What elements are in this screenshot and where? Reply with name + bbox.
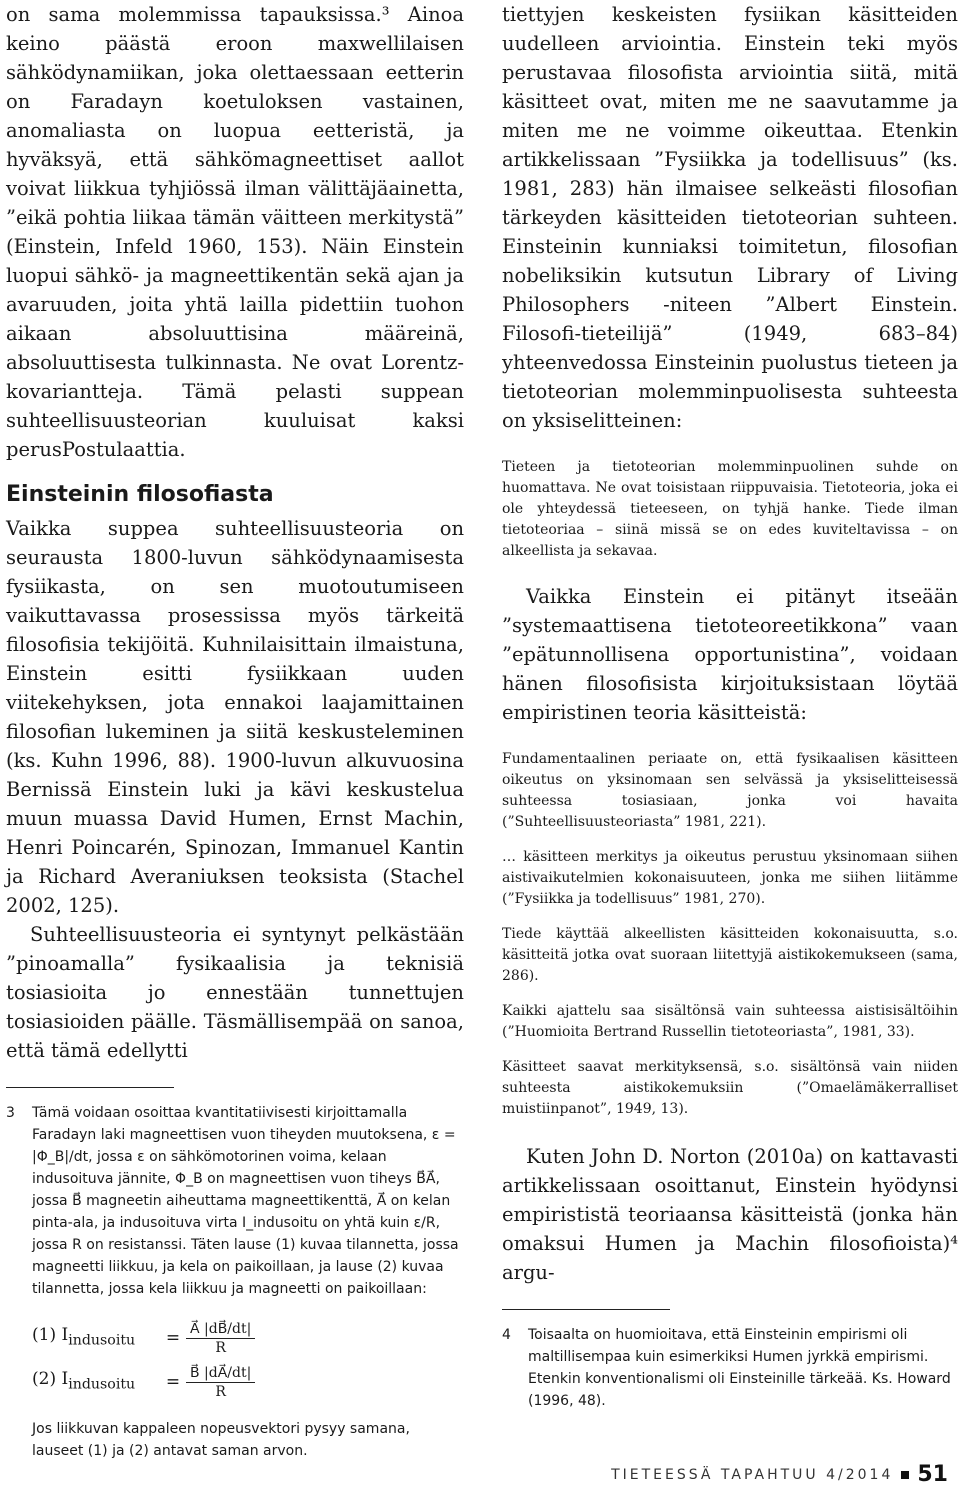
footnote-rule <box>6 1087 174 1088</box>
quote-4: Tiede käyttää alkeellisten käsitteiden kokonaisuutta, s.o. käsitteitä jotka ovat suoraan liitettyjä aistikokemukseen (sama, 286). <box>502 926 958 984</box>
right-paragraph-3: Kuten John D. Norton (2010a) on kattavasti artikkelissaan osoittanut, Einstein hyödynsi empirististä teoriaansa käsitteistä (jonka hän omaksui Humen ja Machin filosofioista)⁴ argu- <box>502 1145 958 1284</box>
section-heading: Einsteinin filosofiasta <box>6 482 274 507</box>
footnote-3-after: Jos liikkuvan kappaleen nopeusvektori pysyy samana, lauseet (1) ja (2) antavat saman arvon. <box>32 1421 410 1459</box>
page-number: 51 <box>917 1462 948 1487</box>
formula-1 <box>32 1316 464 1360</box>
formula-1-denominator: R <box>215 1339 226 1356</box>
quote-6: Käsitteet saavat merkityksensä, s.o. sisältönsä vain niiden suhteesta aistikokemuksiin (”Omaelämäkerralliset muistiinpanot”, 1949, 13). <box>502 1059 958 1117</box>
journal-name: TIETEESSÄ TAPAHTUU 4/2014 <box>611 1466 894 1483</box>
left-paragraph-2: Vaikka suppea suhteellisuusteoria on seurausta 1800-luvun sähködynaamisesta fysiikasta, on sen muotoutumiseen vaikuttavassa prosessissa myös tärkeitä filosofisia tekijöitä. Kuhnilaisittain ilmaistuna, Einstein esitti fysiikkaan uuden viitekehyksen, jota ennakoi laajamittainen filosofian lukeminen ja siitä keskusteleminen (ks. Kuhn 1996, 88). 1900-luvun alkuvuosina Bernissä Einstein luki ja kävi keskustelua muun muassa David Humen, Ernst Machin, Henri Poincarén, Spinozan, Immanuel Kantin ja Richard Averaniuksen teoksista (Stachel 2002, 125). <box>6 517 464 917</box>
left-paragraph-1: on sama molemmissa tapauksissa.³ Ainoa keino päästä eroon maxwellilaisen sähködynamiikan, joka olettaessaan eetterin on Faradayn koetuloksen vastainen, anomaliasta on luopua eetteristä, ja hyväksyä, että sähkömagneettiset aallot voivat liikkua tyhjiössä ilman välittäjäainetta, ”eikä pohtia liikaa tämän väitteen merkitystä” (Einstein, Infeld 1960, 153). Näin Einstein luopui sähkö- ja magneettikentän sekä ajan ja avaruuden, joita yhtä lailla pidettiin tuohon aikaan absoluuttisina määreinä, absoluuttisesta tulkinnasta. Ne ovat Lorentz-kovariantteja. Tämä pelasti suppean suhteellisuusteorian kuuluisat kaksi perusPostulaattia. <box>6 3 464 461</box>
formula-2-sub: indusoitu <box>68 1376 136 1393</box>
footnote-3 <box>6 1102 464 1462</box>
formula-2 <box>32 1360 464 1404</box>
formula-1-sub: indusoitu <box>68 1332 136 1349</box>
left-paragraph-3: Suhteellisuusteoria ei syntynyt pelkästään ”pinoamalla” fysikaalisia ja teknisiä tosiasioita jo ennestään tunnettujen tosiasioiden päälle. Täsmällisempää on sanoa, että tämä edellytti <box>6 923 464 1062</box>
footnote-number-4: 4 <box>502 1327 511 1343</box>
formula-1-numerator: A⃗ |dB⃗/dt| <box>186 1320 255 1339</box>
footnote-3-text: Tämä voidaan osoittaa kvantitatiivisesti kirjoittamalla Faradayn laki magneettisen vuon tiheyden muutoksena, ε = |Φ_B|/dt, jossa ε on sähkömotorinen voima, kelaan indusoituva jännite, Φ_B on magneettisen vuon tiheys B⃗A⃗, jossa B⃗ magneetin aiheuttama magneettikenttä, A⃗ on kelan pinta-ala, ja indusoituva virta I_indusoitu on yhtä kuin ε/R, jossa R on resistanssi. Täten lause (1) kuvaa tilannetta, jossa magneetti liikkuu, ja kela on paikoillaan, ja lause (2) kuvaa tilannetta, jossa kela liikkuu ja magneetti on paikoillaan: <box>32 1105 459 1297</box>
quote-2: Fundamentaalinen periaate on, että fysikaalisen käsitteen oikeutus on yksinomaan sen selvässä ja yksiselitteisessä suhteessa tosiasiaan, jonka voi havaita (”Suhteellisuusteoriasta” 1981, 221). <box>502 751 958 830</box>
page-footer <box>611 1462 948 1487</box>
right-paragraph-1: tiettyjen keskeisten fysiikan käsitteiden uudelleen arviointia. Einstein teki myös perustavaa filosofista arviointia siitä, mitä käsitteet ovat, miten me ne saavutamme ja miten me ne voimme oikeuttaa. Etenkin artikkelissaan ”Fysiikka ja todellisuus” (ks. 1981, 283) hän ilmaisee selkeästi filosofian tärkeyden käsitteiden tietoteorian suhteen. Einsteinin kunniaksi toimitetun, filosofian nobeliksikin kutsutun Library of Living Philosophers -niteen ”Albert Einstein. Filosofi-tieteilijä” (1949, 683–84) yhteenvedossa Einsteinin puolustus tieteen ja tietoteorian molemminpuolisesta suhteesta on yksiselitteinen: <box>502 3 958 432</box>
footnote-4 <box>502 1324 958 1412</box>
formula-block <box>32 1316 464 1404</box>
formula-2-denominator: R <box>215 1383 226 1400</box>
footnote-4-text: Toisaalta on huomioitava, että Einsteinin empirismi oli maltillisempaa kuin esimerkiksi Humen jyrkkä empirismi. Etenkin konventionalismi oli Einsteinille tärkeää. Ks. Howard (1996, 48). <box>528 1327 951 1409</box>
formula-2-label: (2) I <box>32 1369 69 1390</box>
formula-2-eq: = <box>165 1372 181 1392</box>
quote-3: … käsitteen merkitys ja oikeutus perustuu yksinomaan siihen aistivaikutelmien kokonaisuuteen, jonka me siihen liitämme (”Fysiikka ja todellisuus” 1981, 270). <box>502 849 958 907</box>
quote-1: Tieteen ja tietoteorian molemminpuolinen suhde on huomattava. Ne ovat toisistaan riippuvaisia. Tietoteoria, joka ei ole yhteydessä tieteeseen, on tyhjä hanke. Tiede ilman tietoteoriaa – siinä missä se on edes kuviteltavissa – on alkeellista ja sekavaa. <box>502 459 958 559</box>
footnote-number: 3 <box>6 1105 15 1121</box>
quote-5: Kaikki ajattelu saa sisältönsä vain suhteessa aistisisältöihin (”Huomioita Bertrand Russellin tietoteoriasta”, 1981, 33). <box>502 1003 958 1040</box>
square-bullet-icon <box>901 1471 909 1479</box>
formula-1-eq: = <box>165 1328 181 1348</box>
right-column <box>502 0 958 1412</box>
right-paragraph-2: Vaikka Einstein ei pitänyt itseään ”systemaattisena tietoteoreetikkona” vaan ”epätunnollisena opportunistina”, voidaan hänen filosofisista kirjoituksistaan löytää empiristinen teoria käsitteistä: <box>502 585 958 724</box>
left-column <box>6 0 464 1462</box>
footnote-rule-right <box>502 1309 670 1310</box>
formula-1-label: (1) I <box>32 1325 69 1346</box>
formula-2-numerator: B⃗ |dA⃗/dt| <box>186 1364 255 1383</box>
